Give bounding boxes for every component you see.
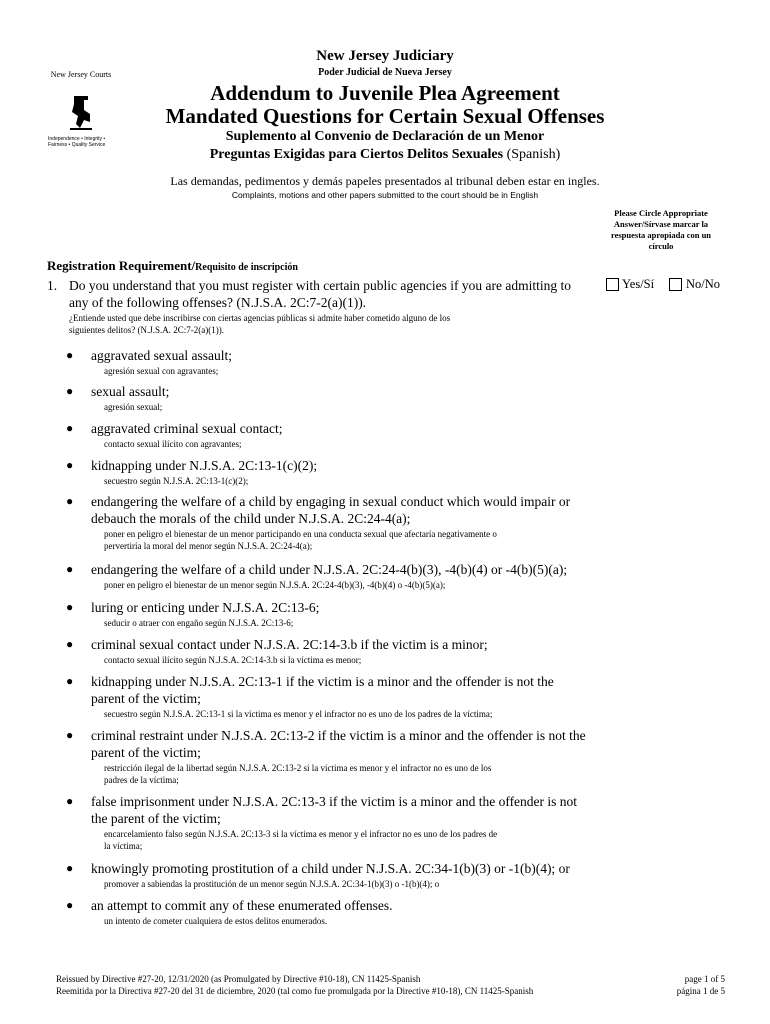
subtitle-es-line2-wrap: [0, 147, 770, 163]
yes-checkbox[interactable]: [606, 278, 619, 291]
offense-text-es: poner en peligro el bienestar de un menor según N.J.S.A. 2C:24-4(b)(3), -4(b)(4) o -4(b)(5)(a);: [104, 580, 446, 590]
offense-text: kidnapping under N.J.S.A. 2C:13-1 if the victim is a minor and the offender is not the: [91, 674, 554, 689]
offense-text-es: secuestro según N.J.S.A. 2C:13-1 si la víctima es menor y el infractor no es uno de los padres de la víctima;: [104, 709, 493, 719]
notice-en: Complaints, motions and other papers submitted to the court should be in English: [231, 190, 539, 200]
offense-text-es: padres de la víctima;: [104, 775, 179, 785]
circle-note-en: Please Circle Appropriate Answer/: [613, 208, 708, 229]
language-label: (Spanish): [506, 147, 561, 162]
bullet-icon: ●: [66, 494, 74, 508]
question-text-es-line1: ¿Entiende usted que debe inscribirse con ciertas agencias públicas si admite haber cometido alguno de los: [69, 313, 451, 323]
logo-subtitle: Independence • Integrity • Fairness • Quality Service: [48, 136, 106, 148]
bullet-icon: ●: [66, 861, 74, 875]
offense-text: aggravated criminal sexual contact;: [91, 421, 283, 436]
question-text-line2: any of the following offenses? (N.J.S.A. 2C:7-2(a)(1)).: [69, 295, 367, 310]
offense-text: criminal sexual contact under N.J.S.A. 2C:14-3.b if the victim is a minor;: [91, 637, 488, 652]
page-number-en: page 1 of 5: [684, 974, 725, 984]
offense-text: endangering the welfare of a child by engaging in sexual conduct which would impair or: [91, 494, 571, 509]
offense-text: parent of the victim;: [91, 691, 201, 706]
subtitle-es-line2: Preguntas Exigidas para Ciertos Delitos Sexuales: [209, 147, 504, 162]
offense-text-es: secuestro según N.J.S.A. 2C:13-1(c)(2);: [104, 476, 249, 486]
bullet-icon: ●: [66, 384, 74, 398]
org-name: New Jersey Judiciary: [316, 48, 454, 64]
page-number: [620, 973, 725, 997]
circle-note-es: Sírvase marcar la respuesta apropiada con un círculo: [610, 219, 712, 251]
bullet-icon: ●: [66, 637, 74, 651]
offense-text: false imprisonment under N.J.S.A. 2C:13-3 if the victim is a minor and the offender is not: [91, 794, 578, 809]
bullet-icon: ●: [66, 600, 74, 614]
offense-text-es: la víctima;: [104, 841, 143, 851]
section-title-en: Registration Requirement/: [47, 258, 196, 273]
section-heading: [47, 258, 298, 274]
offense-text-es: seducir o atraer con engaño según N.J.S.A. 2C:13-6;: [104, 618, 294, 628]
notice-es: Las demandas, pedimentos y demás papeles presentados al tribunal deben estar en ingles.: [170, 174, 600, 188]
bullet-icon: ●: [66, 674, 74, 688]
offense-text-es: un intento de cometer cualquiera de estos delitos enumerados.: [104, 916, 328, 926]
bullet-icon: ●: [66, 348, 74, 362]
question-text-line1: Do you understand that you must register with certain public agencies if you are admitting to: [69, 278, 571, 293]
section-title-es: Requisito de inscripción: [195, 262, 298, 273]
bullet-icon: ●: [66, 728, 74, 742]
offense-text: kidnapping under N.J.S.A. 2C:13-1(c)(2);: [91, 458, 318, 473]
offense-text: knowingly promoting prostitution of a child under N.J.S.A. 2C:34-1(b)(3) or -1(b)(4); or: [91, 861, 570, 876]
circle-answer-note: [600, 208, 722, 252]
yes-label[interactable]: Yes/Sí: [622, 277, 655, 291]
offense-text-es: promover a sabiendas la prostitución de un menor según N.J.S.A. 2C:34-1(b)(3) o -1(b)(4); o: [104, 879, 440, 889]
bullet-icon: ●: [66, 458, 74, 472]
offense-text: luring or enticing under N.J.S.A. 2C:13-6;: [91, 600, 320, 615]
question-text-es-line2: siguientes delitos? (N.J.S.A. 2C:7-2(a)(1)).: [69, 325, 224, 335]
offense-text: sexual assault;: [91, 384, 170, 399]
offense-text-es: pervertiría la moral del menor según N.J.S.A. 2C:24-4(a);: [104, 541, 313, 551]
offense-text-es: contacto sexual ilícito con agravantes;: [104, 439, 242, 449]
offense-text: parent of the victim;: [91, 745, 201, 760]
document-title-line2: Mandated Questions for Certain Sexual Offenses: [165, 104, 605, 128]
footer-line2: Reemitida por la Directiva #27-20 del 31 de diciembre, 2020 (tal como fue promulgada por la Directive #10-18), CN 11425-Spanish: [56, 986, 534, 996]
bullet-icon: ●: [66, 794, 74, 808]
bullet-icon: ●: [66, 562, 74, 576]
no-checkbox[interactable]: [669, 278, 682, 291]
footer-directive: [56, 973, 533, 997]
document-title-line1: Addendum to Juvenile Plea Agreement: [210, 81, 560, 105]
org-name-es: Poder Judicial de Nueva Jersey: [318, 67, 452, 78]
offense-text: debauch the morals of the child under N.J.S.A. 2C:24-4(a);: [91, 511, 411, 526]
offense-text-es: agresión sexual con agravantes;: [104, 366, 219, 376]
offense-text: an attempt to commit any of these enumerated offenses.: [91, 898, 393, 913]
offense-text: criminal restraint under N.J.S.A. 2C:13-2 if the victim is a minor and the offender is not the: [91, 728, 586, 743]
offense-text: the parent of the victim;: [91, 811, 221, 826]
offense-text-es: contacto sexual ilícito según N.J.S.A. 2C:14-3.b si la víctima es menor;: [104, 655, 362, 665]
offense-text-es: poner en peligro el bienestar de un menor participando en una conducta sexual que afectaría negativamente o: [104, 529, 497, 539]
offense-text-es: agresión sexual;: [104, 402, 163, 412]
page-number-es: página 1 de 5: [676, 986, 725, 996]
offense-text-es: encarcelamiento falso según N.J.S.A. 2C:13-3 si la víctima es menor y el infractor no es uno de los padres de: [104, 829, 498, 839]
logo-title: New Jersey Courts: [50, 70, 112, 79]
subtitle-es-line1: Suplemento al Convenio de Declaración de un Menor: [225, 129, 545, 144]
question-number: 1.: [47, 278, 58, 293]
footer-line1: Reissued by Directive #27-20, 12/31/2020 (as Promulgated by Directive #10-18), CN 11425-Spanish: [56, 974, 421, 984]
offense-text-es: restricción ilegal de la libertad según N.J.S.A. 2C:13-2 si la víctima es menor y el infractor no es uno de los: [104, 763, 492, 773]
bullet-icon: ●: [66, 898, 74, 912]
no-label[interactable]: No/No: [686, 277, 721, 291]
offense-text: endangering the welfare of a child under N.J.S.A. 2C:24-4(b)(3), -4(b)(4) or -4(b)(5)(a);: [91, 562, 568, 577]
offense-text: aggravated sexual assault;: [91, 348, 232, 363]
bullet-icon: ●: [66, 421, 74, 435]
